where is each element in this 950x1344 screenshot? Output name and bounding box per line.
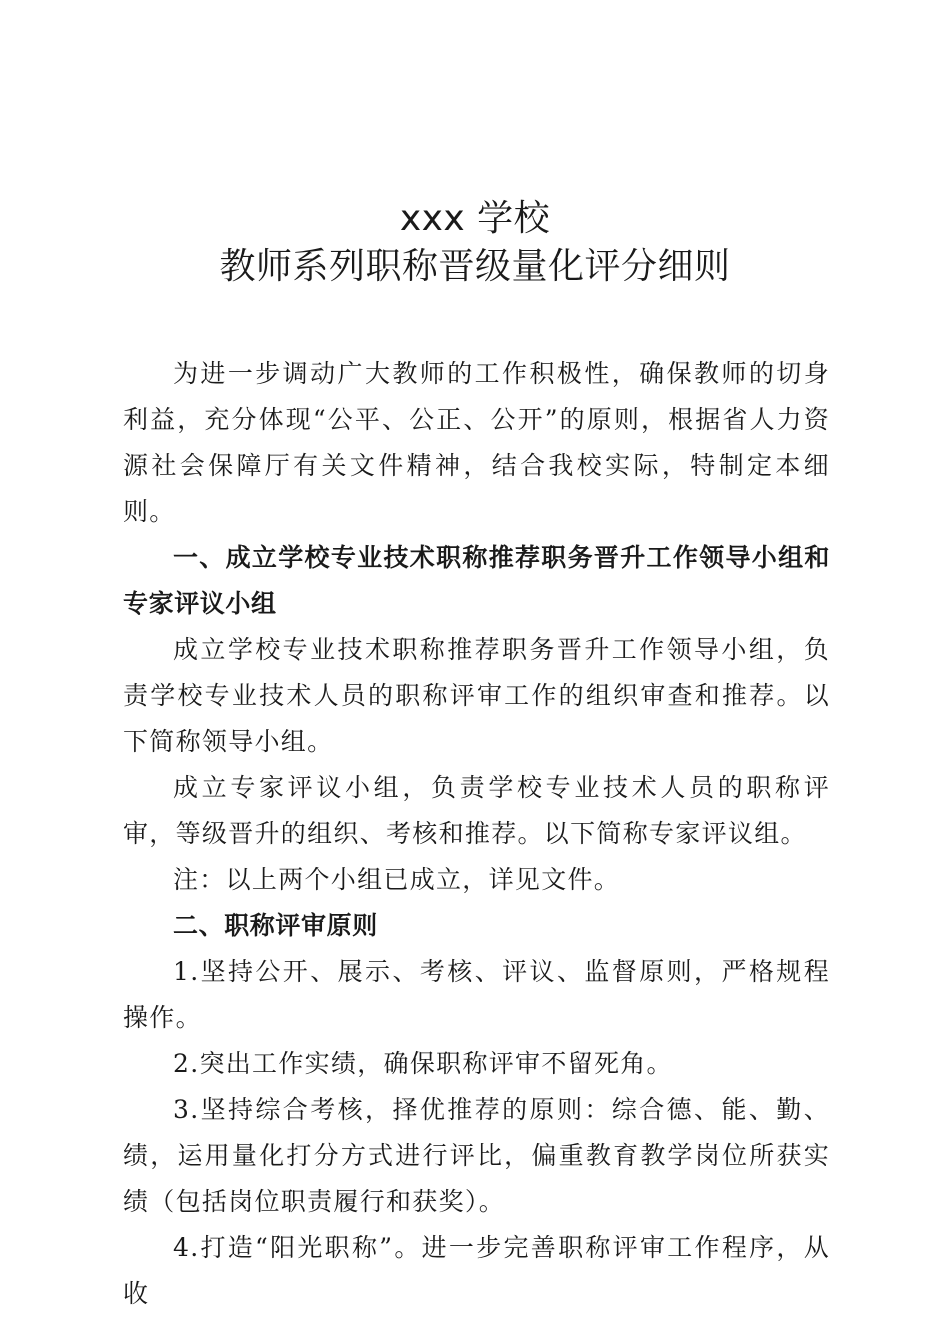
document-body [123, 351, 830, 1317]
principle-item: 2.突出工作实绩，确保职称评审不留死角。 [173, 1049, 673, 1078]
principle-item: 3.坚持综合考核，择优推荐的原则：综合德、能、勤、绩，运用量化打分方式进行评比，偏重教育教学岗位所获实绩（包括岗位职责履行和获奖）。 [123, 1095, 830, 1216]
intro-paragraph: 为进一步调动广大教师的工作积极性，确保教师的切身利益，充分体现“公平、公正、公开”的原则，根据省人力资源社会保障厅有关文件精神，结合我校实际，特制定本细则。 [123, 359, 830, 526]
principle-item: 4.打造“阳光职称”。进一步完善职称评审工作程序，从收 [123, 1233, 830, 1308]
document-title [0, 195, 950, 291]
title-line-subject: 教师系列职称晋级量化评分细则 [219, 246, 731, 287]
title-line-school: xxx 学校 [399, 198, 551, 239]
section1-heading: 一、成立学校专业技术职称推荐职务晋升工作领导小组和专家评议小组 [123, 543, 830, 618]
section1-note: 注：以上两个小组已成立，详见文件。 [173, 865, 621, 894]
section1-paragraph-experts: 成立专家评议小组，负责学校专业技术人员的职称评审，等级晋升的组织、考核和推荐。以下简称专家评议组。 [123, 773, 830, 848]
section2-heading: 二、职称评审原则 [173, 911, 378, 940]
principle-item: 1.坚持公开、展示、考核、评议、监督原则，严格规程操作。 [123, 957, 830, 1032]
section1-paragraph-leadership: 成立学校专业技术职称推荐职务晋升工作领导小组，负责学校专业技术人员的职称评审工作的组织审查和推荐。以下简称领导小组。 [123, 635, 830, 756]
